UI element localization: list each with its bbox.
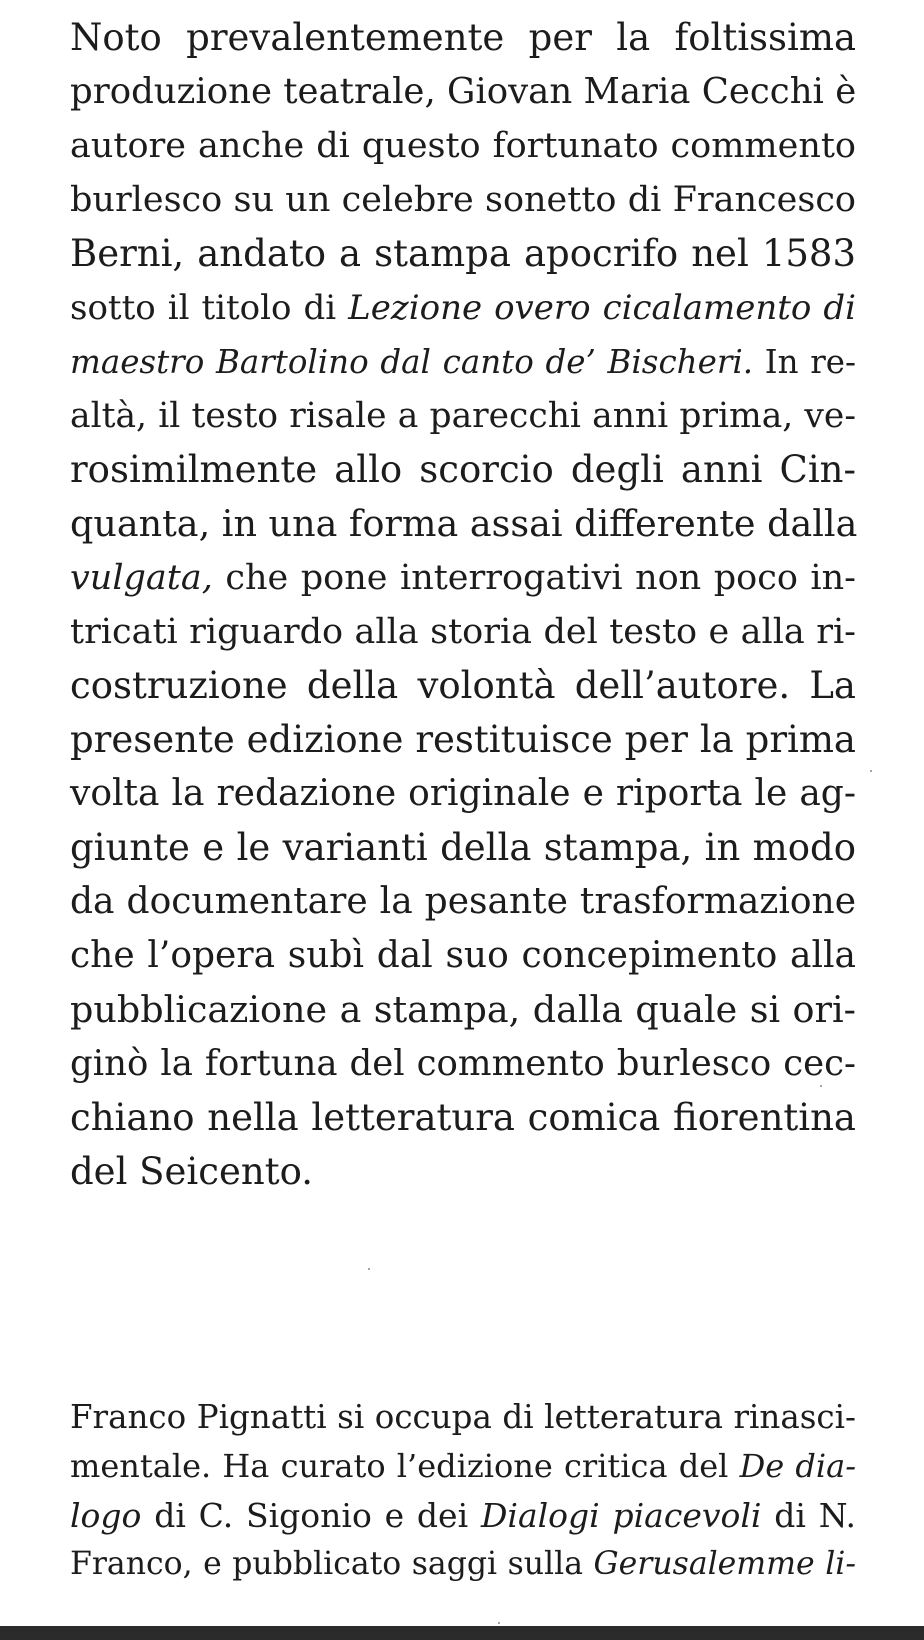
description-line: volta la redazione originale e riporta le ag- xyxy=(70,773,856,814)
book-title-italic: De dia- xyxy=(739,1447,857,1485)
vulgata-italic: vulgata, xyxy=(70,558,213,598)
scan-speck xyxy=(368,1268,370,1270)
bio-line: logo di C. Sigonio e dei Dialogi piacevoli di N. xyxy=(70,1496,856,1535)
description-line: vulgata, che pone interrogativi non poco in- xyxy=(70,558,856,598)
description-line: costruzione della volontà dell’autore. La xyxy=(70,664,856,707)
description-line: del Seicento. xyxy=(70,1150,313,1193)
description-line: ginò la fortuna del commento burlesco cec- xyxy=(70,1043,856,1084)
description-line: rosimilmente allo scorcio degli anni Cin- xyxy=(70,448,856,491)
description-line: chiano nella letteratura comica fiorentina xyxy=(70,1096,856,1139)
description-line: pubblicazione a stampa, dalla quale si ori- xyxy=(70,988,856,1031)
description-line: sotto il titolo di Lezione overo cicalamento di xyxy=(70,288,856,328)
description-line: produzione teatrale, Giovan Maria Cecchi è xyxy=(70,71,857,112)
scan-speck xyxy=(820,1085,822,1087)
description-line: altà, il testo risale a parecchi anni prima, ve- xyxy=(70,396,856,436)
description-line: presente edizione restituisce per la prima xyxy=(70,718,856,761)
description-line: autore anche di questo fortunato commento xyxy=(70,126,856,166)
description-line: da documentare la pesante trasformazione xyxy=(70,881,856,922)
scan-speck xyxy=(870,770,872,772)
bio-line: mentale. Ha curato l’edizione critica del De dia- xyxy=(70,1447,857,1485)
description-line: quanta, in una forma assai differente dalla xyxy=(70,502,858,545)
bio-line: Franco, e pubblicato saggi sulla Gerusalemme li- xyxy=(70,1546,856,1582)
scan-edge-shadow xyxy=(0,1626,924,1640)
book-title-italic: maestro Bartolino dal canto de’ Bischeri. xyxy=(70,343,754,381)
description-line: maestro Bartolino dal canto de’ Bischeri. In re- xyxy=(70,343,856,381)
book-title-italic: Lezione overo cicalamento di xyxy=(348,288,856,328)
book-title-italic: Gerusalemme li- xyxy=(593,1546,856,1582)
book-title-italic: Dialogi piacevoli xyxy=(480,1496,762,1535)
description-line: Noto prevalentemente per la foltissima xyxy=(70,16,856,59)
scan-speck xyxy=(498,1622,500,1624)
book-title-italic: logo xyxy=(70,1496,142,1535)
description-line: che l’opera subì dal suo concepimento alla xyxy=(70,935,856,976)
description-line: giunte e le varianti della stampa, in modo xyxy=(70,826,856,869)
description-line: burlesco su un celebre sonetto di Francesco xyxy=(70,180,856,220)
description-line: Berni, andato a stampa apocrifo nel 1583 xyxy=(70,232,856,275)
description-line: tricati riguardo alla storia del testo e alla ri- xyxy=(70,612,856,652)
bio-line: Franco Pignatti si occupa di letteratura rinasci- xyxy=(70,1398,856,1436)
